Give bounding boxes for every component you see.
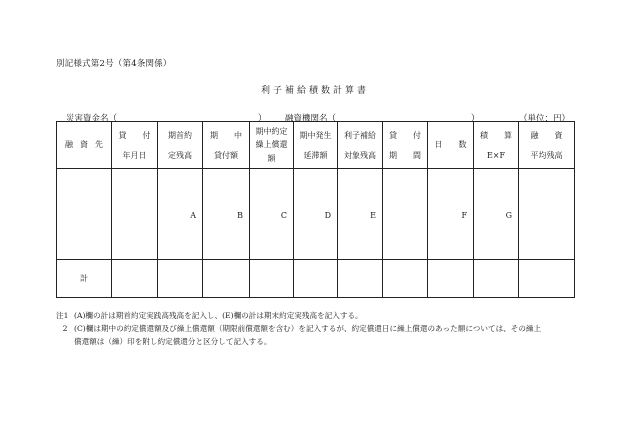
calculation-table bbox=[56, 121, 575, 298]
notes-section bbox=[56, 309, 576, 348]
cell-repayments[interactable] bbox=[250, 169, 294, 260]
cell-loan-date[interactable] bbox=[112, 169, 158, 260]
header-repayments: 期中約定 繰上償還 額 bbox=[250, 122, 294, 169]
total-subsidy-balance[interactable] bbox=[338, 260, 383, 298]
header-product: 積 算 E×F bbox=[474, 122, 519, 169]
header-period-loans: 期 中 貸付額 bbox=[203, 122, 250, 169]
column-tag-e: E bbox=[370, 211, 376, 220]
cell-arrears[interactable] bbox=[294, 169, 338, 260]
note-1 bbox=[56, 309, 576, 322]
total-days[interactable] bbox=[428, 260, 474, 298]
header-loan-date: 貸 付 年月日 bbox=[112, 122, 158, 169]
disaster-fund-close: ） bbox=[258, 114, 267, 124]
total-row bbox=[57, 260, 575, 298]
total-label: 計 bbox=[57, 260, 112, 298]
form-number-label: 別記様式第2号（第4条関係） bbox=[56, 59, 172, 69]
cell-period-loans[interactable] bbox=[203, 169, 250, 260]
disaster-fund-label: 災害資金名（ bbox=[66, 114, 118, 124]
header-arrears: 期中発生 延滞額 bbox=[294, 122, 338, 169]
header-subsidy-balance: 利子補給 対象残高 bbox=[338, 122, 383, 169]
total-opening-balance[interactable] bbox=[158, 260, 203, 298]
cell-product[interactable] bbox=[474, 169, 519, 260]
lender-label: 融資機関名（ bbox=[285, 114, 337, 124]
total-loan-date[interactable] bbox=[112, 260, 158, 298]
total-loan-period[interactable] bbox=[383, 260, 428, 298]
column-tag-d: D bbox=[324, 211, 331, 220]
column-tag-f: F bbox=[461, 211, 467, 220]
total-product[interactable] bbox=[474, 260, 519, 298]
data-row bbox=[57, 169, 575, 260]
header-row bbox=[57, 122, 575, 169]
lender-close: ） bbox=[471, 114, 480, 124]
column-tag-b: B bbox=[237, 211, 243, 220]
header-loan-period: 貸 付 期 間 bbox=[383, 122, 428, 169]
cell-subsidy-balance[interactable] bbox=[338, 169, 383, 260]
column-tag-a: A bbox=[190, 211, 196, 220]
column-tag-g: G bbox=[505, 211, 512, 220]
note-text: (A)欄の計は期首約定実践高残高を記入し、(E)欄の計は期末約定実残高を記入する。 bbox=[74, 311, 363, 320]
header-days: 日 数 bbox=[428, 122, 474, 169]
total-repayments[interactable] bbox=[250, 260, 294, 298]
header-opening-balance: 期首約 定残高 bbox=[158, 122, 203, 169]
total-arrears[interactable] bbox=[294, 260, 338, 298]
note-text: (C)欄は期中の約定償還額及び繰上償還額（期限前償還額を含む）を記入するが、約定償還日に繰上償還のあった額については、その繰上 bbox=[74, 324, 542, 333]
note-2-continued bbox=[56, 335, 576, 348]
cell-average-balance[interactable] bbox=[519, 169, 575, 260]
note-number: 2 bbox=[62, 324, 68, 333]
header-average-balance: 融 資 平均残高 bbox=[519, 122, 575, 169]
unit-label: （単位：円） bbox=[519, 114, 571, 124]
cell-opening-balance[interactable] bbox=[158, 169, 203, 260]
cell-days[interactable] bbox=[428, 169, 474, 260]
note-number: 注1 bbox=[56, 311, 69, 320]
total-period-loans[interactable] bbox=[203, 260, 250, 298]
cell-borrower[interactable] bbox=[57, 169, 112, 260]
document-title: 利子補給積数計算書 bbox=[260, 86, 369, 96]
note-text: 償還額は（繰）印を附し約定償還分と区分して記入する。 bbox=[74, 337, 272, 346]
cell-loan-period[interactable] bbox=[383, 169, 428, 260]
note-2 bbox=[56, 322, 576, 335]
header-borrower: 融 資 先 bbox=[57, 122, 112, 169]
total-average-balance[interactable] bbox=[519, 260, 575, 298]
column-tag-c: C bbox=[280, 211, 287, 220]
